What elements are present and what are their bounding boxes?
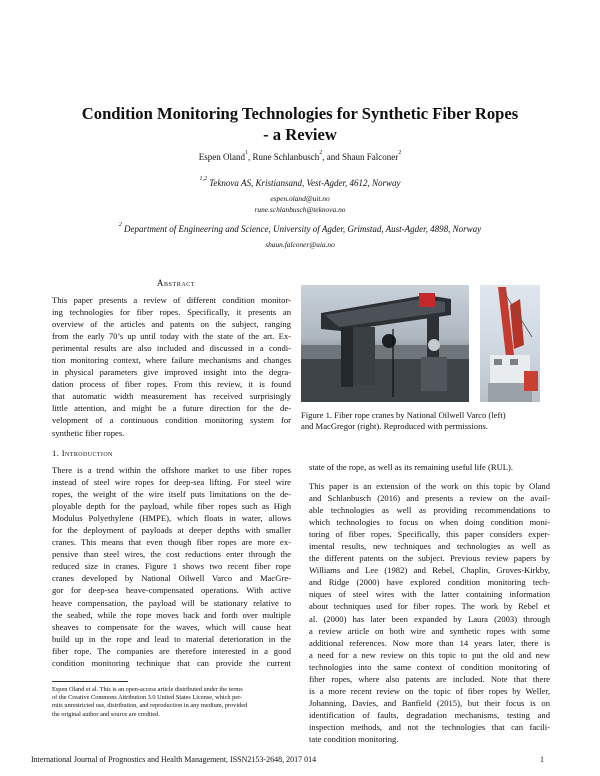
- abstract-line: ing technologies for fiber ropes. Specifically, it presents an: [52, 307, 291, 318]
- body-line: al. (2000) has later been expanded by Laura (2003) through: [309, 613, 550, 624]
- section-heading: 1. Introduction: [52, 448, 113, 458]
- body-line: is a more recent review on the topic of fiber ropes by Weller,: [309, 685, 550, 696]
- footnote-rule: [52, 681, 128, 682]
- affiliation-1: [40, 178, 560, 188]
- intro-line: the seabed, while the rope moves back and forth over multiple: [52, 609, 291, 620]
- abstract-line: that automatic width measurement has received surprisingly: [52, 391, 291, 402]
- affiliation-text: Department of Engineering and Science, University of Agder, Grimstad, Aust-Agder, 4898, Norway: [124, 224, 482, 234]
- intro-body: [52, 464, 291, 669]
- author-affil-mark: 2: [398, 150, 402, 156]
- right-col-continuation: [309, 461, 550, 473]
- affiliation-2: [40, 224, 560, 234]
- body-line: identification of faults, degradation mechanisms, testing and: [309, 709, 550, 720]
- body-line: inspection methods, and not the technologies that can facili-: [309, 721, 550, 732]
- body-line: niques of steel wires with the latter containing information: [309, 589, 550, 600]
- intro-line: cranes. This means that even though fiber ropes are more ex-: [52, 537, 291, 548]
- intro-line: fiber rope. The companies are therefore interested in a good: [52, 645, 291, 656]
- author-separator: ,: [248, 152, 253, 162]
- body-line: imental results, new techniques and technologies as well as: [309, 541, 550, 552]
- intro-line: sheaves to compensate for the waves, which will cause heat: [52, 621, 291, 632]
- abstract-line: perimental results are also included and discussed in a condi-: [52, 343, 291, 354]
- author-name: Shaun Falconer: [342, 152, 399, 162]
- body-line: a need for a new review on this topic to put the old and new: [309, 649, 550, 660]
- body-line: additional references. Now more than 14 years later, there is: [309, 637, 550, 648]
- author-name: Espen Oland: [198, 152, 245, 162]
- license-footnote: [52, 686, 291, 719]
- page-number: 1: [540, 755, 544, 764]
- intro-line: build up in the rope and lead to material deterioration in the: [52, 633, 291, 644]
- body-line: which technologies to focus on when doing condition moni-: [309, 517, 550, 528]
- author-email: espen.oland@uit.no: [270, 194, 330, 203]
- intro-line: reduced size in cranes. Figure 1 shows two recent fiber rope: [52, 561, 291, 572]
- abstract-line: velopment of a continuous condition monitoring system for: [52, 415, 291, 426]
- author-name: Rune Schlanbusch: [252, 152, 320, 162]
- body-line: a review article on both wire and synthetic ropes with some: [309, 625, 550, 636]
- footnote-line: Espen Oland et al. This is an open-access article distributed under the terms: [52, 686, 243, 693]
- abstract-line: synthetic fiber ropes.: [52, 427, 125, 438]
- body-line: the different patents on the subject. Previous review papers by: [309, 553, 550, 564]
- title-line-2: - a Review: [263, 125, 337, 144]
- crane-illustration-left: [301, 285, 469, 402]
- abstract-line: from the early 70’s up until today with the state of the art. Ex-: [52, 331, 291, 342]
- affiliation-mark: 2: [118, 222, 122, 228]
- abstract-line: little attention, and might be a future direction for the de-: [52, 403, 291, 414]
- intro-line: cranes developed by National Oilwell Varco and MacGre-: [52, 573, 291, 584]
- intro-line: Modulus Polyethylene (HMPE), which floats in water, allows: [52, 513, 291, 524]
- intro-line: gor for deep-sea heave-compensated operations. With active: [52, 585, 291, 596]
- abstract-line: in physical parameters give improved insight into the degra-: [52, 367, 291, 378]
- intro-line: ropes, the weight of the wire itself puts limitations on the de-: [52, 489, 291, 500]
- body-line: toring of fiber ropes. Specifically, this paper considers exper-: [309, 529, 550, 540]
- body-line: Williams and Lee (1982) and Rebel, Chaplin, Groves-Kirkby,: [309, 565, 550, 576]
- author-email: rune.schlanbusch@teknova.no: [254, 205, 346, 214]
- body-line: able technologies as well as providing recommendations to: [309, 505, 550, 516]
- crane-illustration-right: [480, 285, 540, 402]
- body-line: and Ridge (2000) have explored condition monitoring tech-: [309, 577, 550, 588]
- affiliation-mark: 1,2: [199, 176, 207, 182]
- intro-line: pensive than steel wires, the cost reductions enter through the: [52, 549, 291, 560]
- journal-footer: International Journal of Prognostics and Health Management, ISSN2153-2648, 2017 014: [31, 755, 317, 764]
- caption-line: Figure 1. Fiber rope cranes by National Oilwell Varco (left): [301, 410, 506, 420]
- body-line: This paper is an extension of the work on this topic by Oland: [309, 481, 550, 491]
- intro-line: instead of steel wire ropes for deep-sea lifting. For steel wire: [52, 477, 291, 488]
- intro-line: heave compensation, the payload will be stationary relative to: [52, 597, 291, 608]
- title-line-1: Condition Monitoring Technologies for Synthetic Fiber Ropes: [81, 104, 519, 123]
- body-line: technologies into the same context of condition monitoring of: [309, 661, 550, 672]
- body-line: tate condition monitoring.: [309, 733, 399, 744]
- abstract-line: tion monitoring context, where failure mechanisms and changes: [52, 355, 291, 366]
- abstract-line: overview of the articles and patents on the subject, ranging: [52, 319, 291, 330]
- body-line: state of the rope, as well as its remaining useful life (RUL).: [309, 462, 514, 472]
- author-list: [40, 152, 560, 162]
- figure-photo-nov-crane: [301, 285, 469, 402]
- right-col-body: [309, 480, 550, 745]
- intro-line: ployable depth for the payload, while fiber ropes such as High: [52, 501, 291, 512]
- author-email: shaun.falconer@uia.no: [265, 240, 335, 249]
- paper-title: [40, 103, 560, 145]
- body-line: fiber ropes, where also patents are included. Note that there: [309, 673, 550, 684]
- figure-photo-macgregor-crane: [480, 285, 540, 402]
- body-line: and Schlanbusch (2016) and presents a review on the avail-: [309, 493, 550, 504]
- figure-caption: [301, 410, 551, 432]
- intro-line: for the deployment of payloads at deeper depths with smaller: [52, 525, 291, 536]
- footnote-line: of the Creative Commons Attribution 3.0 United States License, which per-: [52, 694, 243, 702]
- author-separator: , and: [322, 152, 342, 162]
- intro-line: There is a trend within the offshore market to use fiber ropes: [52, 465, 291, 475]
- body-line: Johanning, Davies, and Banfield (2015), but their focus is on: [309, 697, 550, 708]
- intro-line: condition monitoring technique that can provide the current: [52, 657, 291, 668]
- abstract-line: dation process of fiber ropes. From this review, it is found: [52, 379, 291, 390]
- body-line: about techniques used for fiber ropes. The work by Rebel et: [309, 601, 550, 612]
- author-affil-mark: 2: [319, 150, 323, 156]
- abstract-line: This paper presents a review of different condition monitor-: [52, 295, 291, 305]
- caption-line: and MacGregor (right). Reproduced with permissions.: [301, 421, 488, 432]
- affiliation-text: Teknova AS, Kristiansand, Vest-Agder, 4612, Norway: [209, 178, 401, 188]
- author-affil-mark: 1: [245, 150, 248, 156]
- abstract-heading: Abstract: [156, 278, 196, 288]
- footnote-line: mits unrestricted use, distribution, and reproduction in any medium, provided: [52, 702, 248, 710]
- footnote-line: the original author and source are credited.: [52, 710, 160, 718]
- abstract-body: [52, 294, 291, 439]
